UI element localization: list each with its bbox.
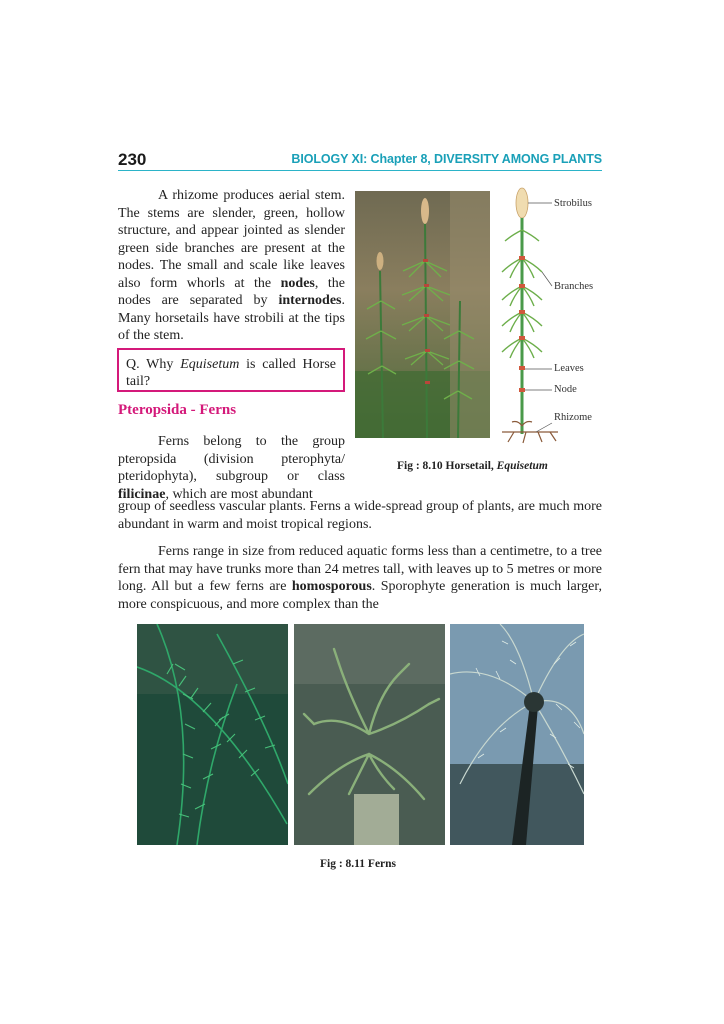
figure-caption-8-10 xyxy=(397,460,548,472)
label-node: Node xyxy=(554,384,577,395)
question-genus: Equisetum xyxy=(180,357,240,372)
question-text: Q. Why xyxy=(126,357,181,372)
caption-text: Fig : 8.10 Horsetail, xyxy=(397,460,497,472)
bold-term-filicinae: filicinae xyxy=(118,486,166,502)
label-leaves: Leaves xyxy=(554,363,584,374)
bold-term-nodes: nodes xyxy=(280,275,315,291)
label-branches: Branches xyxy=(554,281,594,292)
horsetail-paragraph xyxy=(118,187,345,345)
label-rhizome: Rhizome xyxy=(554,412,592,423)
ferns-paragraph xyxy=(118,433,345,503)
fern-photo-1 xyxy=(137,624,288,845)
text-run: group of seedless vascular plants. Ferns a wide-spread group of plants, are much more abundant in warm and moist tropical regions. xyxy=(118,499,602,532)
chapter-title: BIOLOGY XI: Chapter 8, DIVERSITY AMONG PLANTS xyxy=(291,152,602,166)
text-run: . Many horsetails have strobili at the tips of the stem. xyxy=(118,293,345,343)
page-number: 230 xyxy=(118,150,147,169)
text-run: Ferns range in size from reduced aquatic forms less than a centimetre, to a tree fern that may have trunks more than 24 metres tall, with leaves up to 5 metres or more long. All but a few ferns are xyxy=(118,544,602,594)
ferns-paragraph-continued xyxy=(118,498,602,533)
question-box xyxy=(117,348,345,392)
bold-term-internodes: internodes xyxy=(278,293,342,308)
fern-photo-2 xyxy=(294,624,445,845)
section-heading: Pteropsida - Ferns xyxy=(118,402,237,418)
caption-genus: Equisetum xyxy=(496,460,548,472)
text-run: , the nodes are separated by xyxy=(118,275,345,308)
text-run: , which are most abundant xyxy=(165,486,313,502)
text-run: . Sporophyte generation is much larger, more conspicuous, and more complex than the xyxy=(118,579,602,612)
horsetail-diagram xyxy=(498,186,602,448)
figure-caption-8-11: Fig : 8.11 Ferns xyxy=(320,858,397,870)
bold-term-homosporous: homosporous xyxy=(291,579,372,594)
fern-size-paragraph xyxy=(118,543,602,613)
text-run: A rhizome produces aerial stem. The stems are slender, green, hollow structure, and appear jointed as slender green side branches are present at the nodes. The small and scale like leaves also form whorls at the xyxy=(118,188,345,291)
label-strobilus: Strobilus xyxy=(554,198,592,209)
header-rule xyxy=(118,170,602,171)
fern-photo-3 xyxy=(450,624,584,845)
text-run: Ferns belong to the group pteropsida (division pterophyta/ pteridophyta), subgroup or class xyxy=(118,434,345,484)
page-header xyxy=(118,150,602,170)
horsetail-photo xyxy=(355,191,490,438)
question-text: is called Horse tail? xyxy=(126,357,336,389)
